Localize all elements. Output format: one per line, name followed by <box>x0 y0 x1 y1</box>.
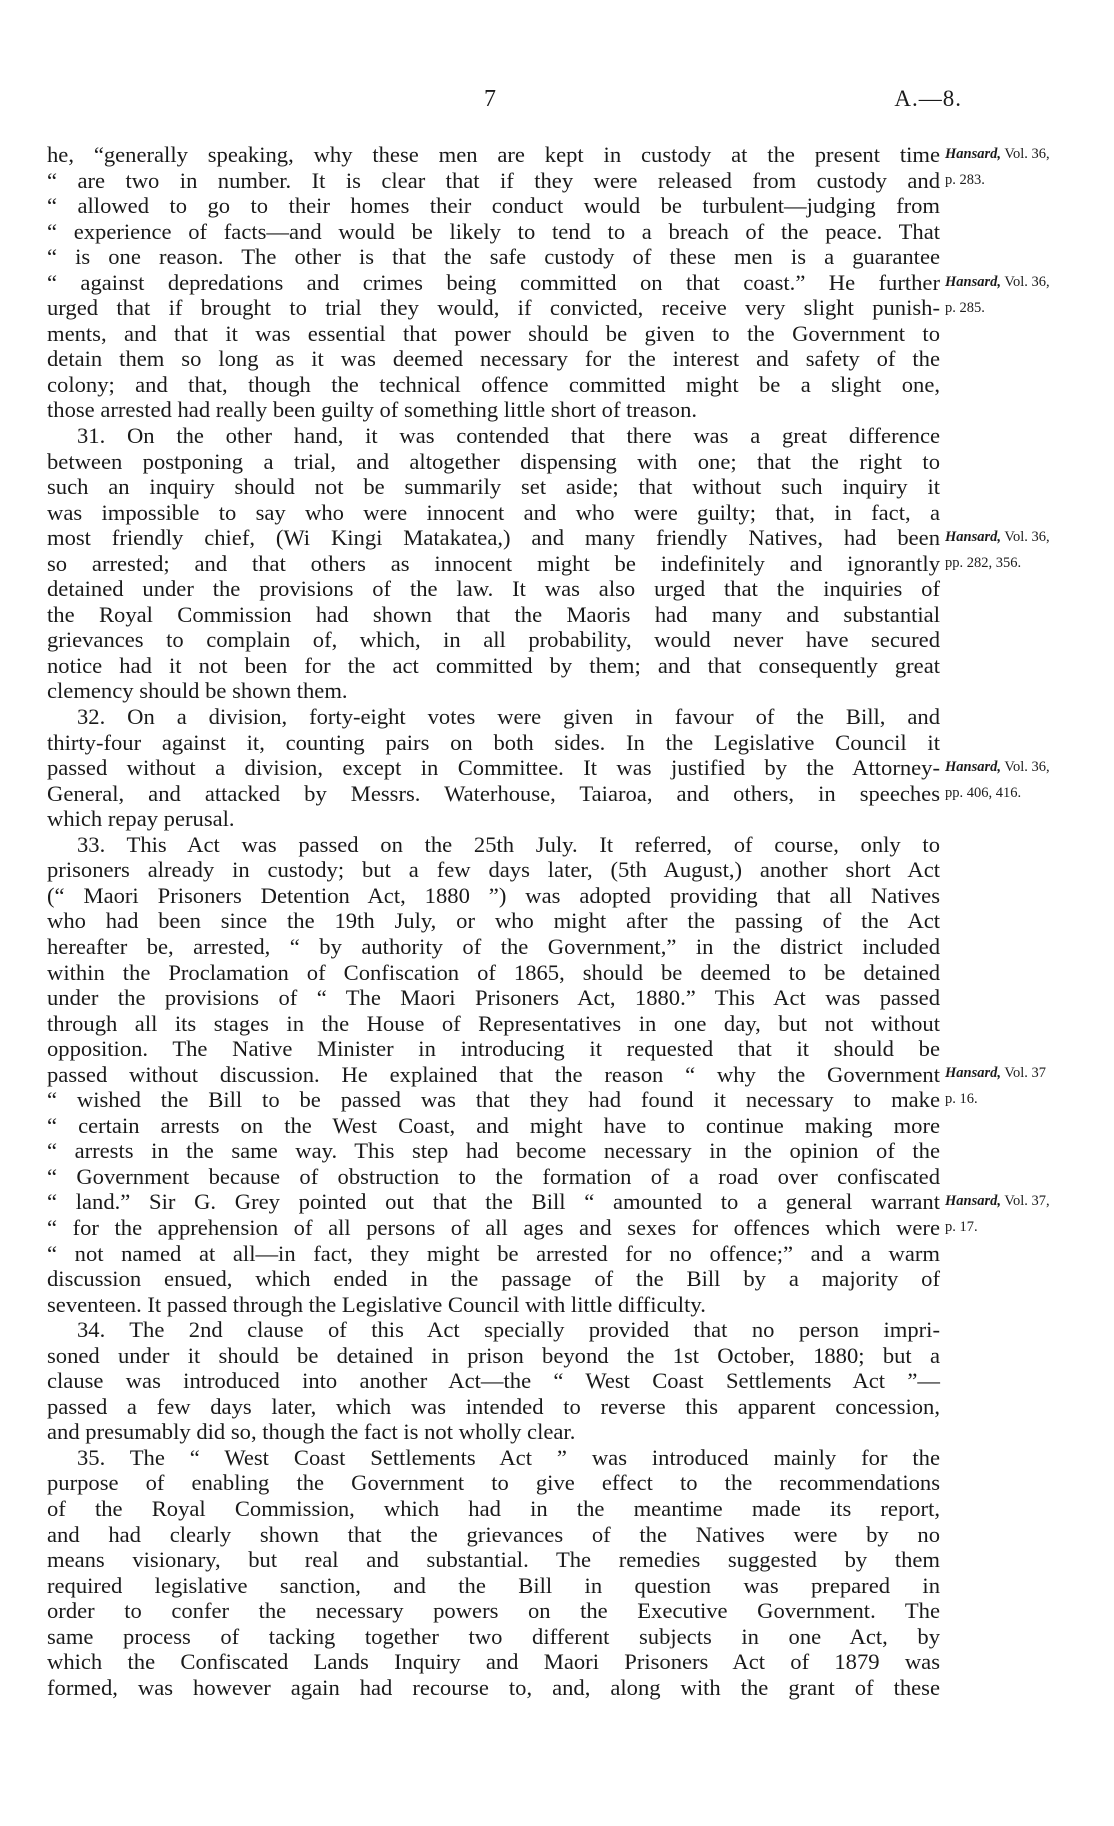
text-line: passed a few days later, which was intended to reverse this apparent concession, <box>47 1393 940 1419</box>
text-line: seventeen. It passed through the Legislative Council with little difficulty. <box>47 1291 706 1317</box>
text-line: most friendly chief, (Wi Kingi Matakatea,) and many friendly Natives, had been <box>47 525 940 551</box>
text-line: “ land.” Sir G. Grey pointed out that the Bill “ amounted to a general warrant <box>47 1189 940 1215</box>
text-line: General, and attacked by Messrs. Waterhouse, Taiaroa, and others, in speeches <box>47 780 940 806</box>
text-line: thirty-four against it, counting pairs on both sides. In the Legislative Council it <box>47 729 940 755</box>
text-line: clemency should be shown them. <box>47 678 348 704</box>
paragraph-start: 35. The “ West Coast Settlements Act ” was introduced mainly for the <box>77 1444 940 1470</box>
text-line: colony; and that, though the technical offence committed might be a slight one, <box>47 371 940 397</box>
margin-note-hansard <box>945 1061 1046 1112</box>
margin-note-hansard <box>945 525 1050 576</box>
text-line: the Royal Commission had shown that the Maoris had many and substantial <box>47 601 940 627</box>
text-line: same process of tacking together two different subjects in one Act, by <box>47 1623 940 1649</box>
page-number: 7 <box>484 86 496 112</box>
text-line: “ allowed to go to their homes their conduct would be turbulent—judging from <box>47 193 940 219</box>
text-line: was impossible to say who were innocent and who were guilty; that, in fact, a <box>47 499 940 525</box>
text-line: clause was introduced into another Act—the “ West Coast Settlements Act ”— <box>47 1368 940 1394</box>
text-line: “ not named at all—in fact, they might be arrested for no offence;” and a warm <box>47 1240 940 1266</box>
body-text <box>47 142 940 1700</box>
text-line: “ certain arrests on the West Coast, and might have to continue making more <box>47 1112 940 1138</box>
text-line: prisoners already in custody; but a few days later, (5th August,) another short Act <box>47 857 940 883</box>
margin-note-volume: Vol. 37, <box>1004 1193 1050 1209</box>
margin-note-volume: Vol. 37 <box>1004 1065 1047 1081</box>
text-line: discussion ensued, which ended in the passage of the Bill by a majority of <box>47 1266 940 1292</box>
text-line: grievances to complain of, which, in all probability, would never have secured <box>47 627 940 653</box>
text-line: “ wished the Bill to be passed was that they had found it necessary to make <box>47 1087 940 1113</box>
text-line: he, “generally speaking, why these men are kept in custody at the present time <box>47 142 940 167</box>
document-reference: A.—8. <box>894 86 962 111</box>
margin-note-hansard <box>945 270 1050 321</box>
text-line: hereafter be, arrested, “ by authority of the Government,” in the district included <box>47 933 940 959</box>
margin-note-source: Hansard, <box>945 146 1002 162</box>
text-line: formed, was however again had recourse to, and, along with the grant of these <box>47 1674 940 1700</box>
margin-note-volume: Vol. 36, <box>1004 146 1050 162</box>
text-line: “ arrests in the same way. This step had become necessary in the opinion of the <box>47 1138 940 1164</box>
text-line: and presumably did so, though the fact is not wholly clear. <box>47 1419 576 1445</box>
text-line: which the Confiscated Lands Inquiry and Maori Prisoners Act of 1879 was <box>47 1649 940 1675</box>
margin-note-source: Hansard, <box>945 529 1002 545</box>
text-line: and had clearly shown that the grievances of the Natives were by no <box>47 1521 940 1547</box>
text-line: who had been since the 19th July, or who might after the passing of the Act <box>47 908 940 934</box>
margin-note-source: Hansard, <box>945 1065 1002 1081</box>
text-line: opposition. The Native Minister in introducing it requested that it should be <box>47 1036 940 1062</box>
text-line: “ experience of facts—and would be likely to tend to a breach of the peace. That <box>47 218 940 244</box>
text-line: detain them so long as it was deemed necessary for the interest and safety of the <box>47 346 940 372</box>
text-line: “ is one reason. The other is that the safe custody of these men is a guarantee <box>47 244 940 270</box>
text-line: between postponing a trial, and altogether dispensing with one; that the right to <box>47 448 940 474</box>
text-line: within the Proclamation of Confiscation of 1865, should be deemed to be detained <box>47 959 940 985</box>
text-line: passed without a division, except in Committee. It was justified by the Attorney- <box>47 755 940 781</box>
text-line: detained under the provisions of the law. It was also urged that the inquiries of <box>47 576 940 602</box>
margin-note-volume: Vol. 36, <box>1004 529 1050 545</box>
margin-note-source: Hansard, <box>945 1193 1002 1209</box>
paragraph-start: 34. The 2nd clause of this Act specially provided that no person impri- <box>77 1317 940 1343</box>
text-line: “ are two in number. It is clear that if they were released from custody and <box>47 167 940 193</box>
text-line: “ against depredations and crimes being committed on that coast.” He further <box>47 269 940 295</box>
text-line: such an inquiry should not be summarily set aside; that without such inquiry it <box>47 474 940 500</box>
margin-note-pages: pp. 406, 416. <box>945 784 1022 801</box>
text-line: (“ Maori Prisoners Detention Act, 1880 ”) was adopted providing that all Natives <box>47 882 940 908</box>
text-line: under the provisions of “ The Maori Prisoners Act, 1880.” This Act was passed <box>47 985 940 1011</box>
margin-note-pages: p. 17. <box>945 1218 978 1235</box>
text-line: through all its stages in the House of Representatives in one day, but not without <box>47 1010 940 1036</box>
text-line: ments, and that it was essential that power should be given to the Government to <box>47 320 940 346</box>
margin-note-volume: Vol. 36, <box>1004 274 1050 290</box>
text-line: means visionary, but real and substantial. The remedies suggested by them <box>47 1547 940 1573</box>
margin-note-source: Hansard, <box>945 759 1002 775</box>
text-line: passed without discussion. He explained that the reason “ why the Government <box>47 1061 940 1087</box>
text-line: notice had it not been for the act committed by them; and that consequently great <box>47 652 940 678</box>
margin-note-volume: Vol. 36, <box>1004 759 1050 775</box>
text-line: those arrested had really been guilty of something little short of treason. <box>47 397 698 423</box>
text-line: “ Government because of obstruction to the formation of a road over confiscated <box>47 1163 940 1189</box>
margin-note-hansard <box>945 142 1050 193</box>
text-line: so arrested; and that others as innocent might be indefinitely and ignorantly <box>47 550 940 576</box>
paragraph-start: 31. On the other hand, it was contended that there was a great difference <box>77 423 940 449</box>
paragraph-start: 33. This Act was passed on the 25th July. It referred, of course, only to <box>77 831 940 857</box>
text-line: “ for the apprehension of all persons of all ages and sexes for offences which were <box>47 1214 940 1240</box>
margin-note-hansard <box>945 1189 1050 1240</box>
margin-note-hansard <box>945 755 1050 806</box>
text-line: urged that if brought to trial they would, if convicted, receive very slight punish- <box>47 295 940 321</box>
margin-note-pages: p. 283. <box>945 171 985 188</box>
text-line: which repay perusal. <box>47 806 235 832</box>
text-line: order to confer the necessary powers on the Executive Government. The <box>47 1598 940 1624</box>
text-line: soned under it should be detained in prison beyond the 1st October, 1880; but a <box>47 1342 940 1368</box>
margin-note-pages: p. 285. <box>945 299 985 316</box>
margin-note-pages: pp. 282, 356. <box>945 554 1022 571</box>
text-line: purpose of enabling the Government to give effect to the recommendations <box>47 1470 940 1496</box>
margin-note-pages: p. 16. <box>945 1090 978 1107</box>
text-line: of the Royal Commission, which had in the meantime made its report, <box>47 1495 940 1521</box>
text-line: required legislative sanction, and the Bill in question was prepared in <box>47 1572 940 1598</box>
margin-note-source: Hansard, <box>945 274 1002 290</box>
paragraph-start: 32. On a division, forty-eight votes were given in favour of the Bill, and <box>77 704 940 730</box>
